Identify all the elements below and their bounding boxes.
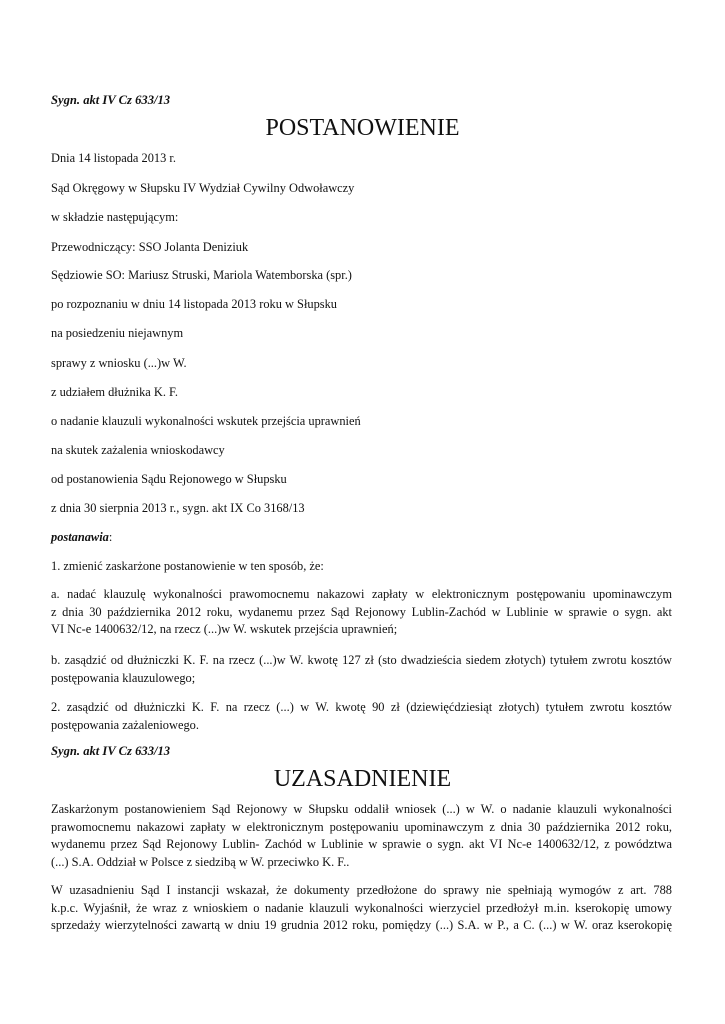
ruling-colon: :	[108, 530, 113, 544]
paragraph-line: z dnia 30 października 2012 roku, wydanemu przez Sąd Rejonowy Lublin-Zachód w Lublinie w sprawie o sygn. akt	[51, 604, 672, 619]
paragraph-line: prawomocnemu nakazowi zapłaty w elektronicznym postępowaniu upominawczym z dnia 30 października 2012 roku,	[51, 819, 672, 834]
document-title: POSTANOWIENIE	[265, 115, 460, 141]
chair-line: Przewodniczący: SSO Jolanta Deniziuk	[51, 240, 249, 254]
appeal-line: na skutek zażalenia wnioskodawcy	[51, 443, 225, 457]
case-by-line: sprawy z wniosku (...)w W.	[51, 356, 187, 370]
appealed-order-line: od postanowienia Sądu Rejonowego w Słupsku	[51, 472, 287, 486]
participant-line: z udziałem dłużnika K. F.	[51, 385, 179, 399]
composition-line: w składzie następującym:	[51, 210, 179, 224]
paragraph-line: 2. zasądzić od dłużniczki K. F. na rzecz (...) w W. kwotę 90 zł (dziewięćdziesiąt złotych) tytułem zwrotu kosztów	[51, 700, 672, 714]
hearing-line: po rozpoznaniu w dniu 14 listopada 2013 roku w Słupsku	[51, 297, 337, 311]
ruling-point-b	[51, 652, 672, 687]
session-line: na posiedzeniu niejawnym	[51, 326, 184, 340]
paragraph-line: sprzedaży wierzytelności zawartą w dniu 19 grudnia 2012 roku, pomiędzy (...) S.A. w P., a C. (...) w W. oraz kserokopię	[51, 918, 672, 933]
ruling-label	[51, 530, 112, 545]
paragraph-line: postępowania klauzulowego;	[51, 670, 196, 685]
justification-signature: Sygn. akt IV Cz 633/13	[51, 744, 171, 758]
justification-paragraph-2	[51, 882, 672, 935]
justification-title: UZASADNIENIE	[273, 766, 452, 792]
paragraph-line: postępowania zażaleniowego.	[51, 717, 199, 732]
court-line: Sąd Okręgowy w Słupsku IV Wydział Cywilny Odwoławczy	[51, 181, 355, 195]
justification-paragraph-1	[51, 801, 672, 872]
ruling-point-1: 1. zmienić zaskarżone postanowienie w ten sposób, że:	[51, 559, 324, 573]
judges-line: Sędziowie SO: Mariusz Struski, Mariola Watemborska (spr.)	[51, 268, 352, 282]
ruling-point-a	[51, 586, 672, 639]
ruling-point-2	[51, 699, 672, 734]
ruling-keyword: postanawia	[51, 530, 109, 544]
paragraph-line: (...) S.A. Oddział w Polsce z siedzibą w W. przeciwko K. F..	[51, 855, 350, 870]
paragraph-line: a. nadać klauzulę wykonalności prawomocnemu nakazowi zapłaty w elektronicznym postępowaniu upominawczym	[51, 587, 672, 601]
paragraph-line: W uzasadnieniu Sąd I instancji wskazał, że dokumenty przedłożone do sprawy nie spełniają wymogów z art. 788	[51, 883, 672, 897]
paragraph-line: VI Nc-e 1400632/12, na rzecz (...)w W. wskutek przejścia uprawnień;	[51, 622, 398, 637]
appealed-date-line: z dnia 30 sierpnia 2013 r., sygn. akt IX Co 3168/13	[51, 501, 305, 515]
paragraph-line: wydanemu przez Sąd Rejonowy Lublin- Zachód w Lublinie w sprawie o sygn. akt VI Nc-e 1400632/12, z powództwa	[51, 837, 672, 852]
subject-line: o nadanie klauzuli wykonalności wskutek przejścia uprawnień	[51, 414, 361, 428]
paragraph-line: k.p.c. Wyjaśnił, że wraz z wnioskiem o nadanie klauzuli wykonalności wierzyciel przedłożył m.in. kserokopię umowy	[51, 900, 672, 915]
paragraph-line: Zaskarżonym postanowieniem Sąd Rejonowy w Słupsku oddalił wniosek (...) w W. o nadanie klauzuli wykonalności	[51, 802, 672, 816]
case-signature: Sygn. akt IV Cz 633/13	[51, 93, 171, 107]
date-line: Dnia 14 listopada 2013 r.	[51, 151, 176, 165]
paragraph-line: b. zasądzić od dłużniczki K. F. na rzecz (...)w W. kwotę 127 zł (sto dwadzieścia siedem złotych) tytułem zwrotu kosztów	[51, 653, 672, 667]
